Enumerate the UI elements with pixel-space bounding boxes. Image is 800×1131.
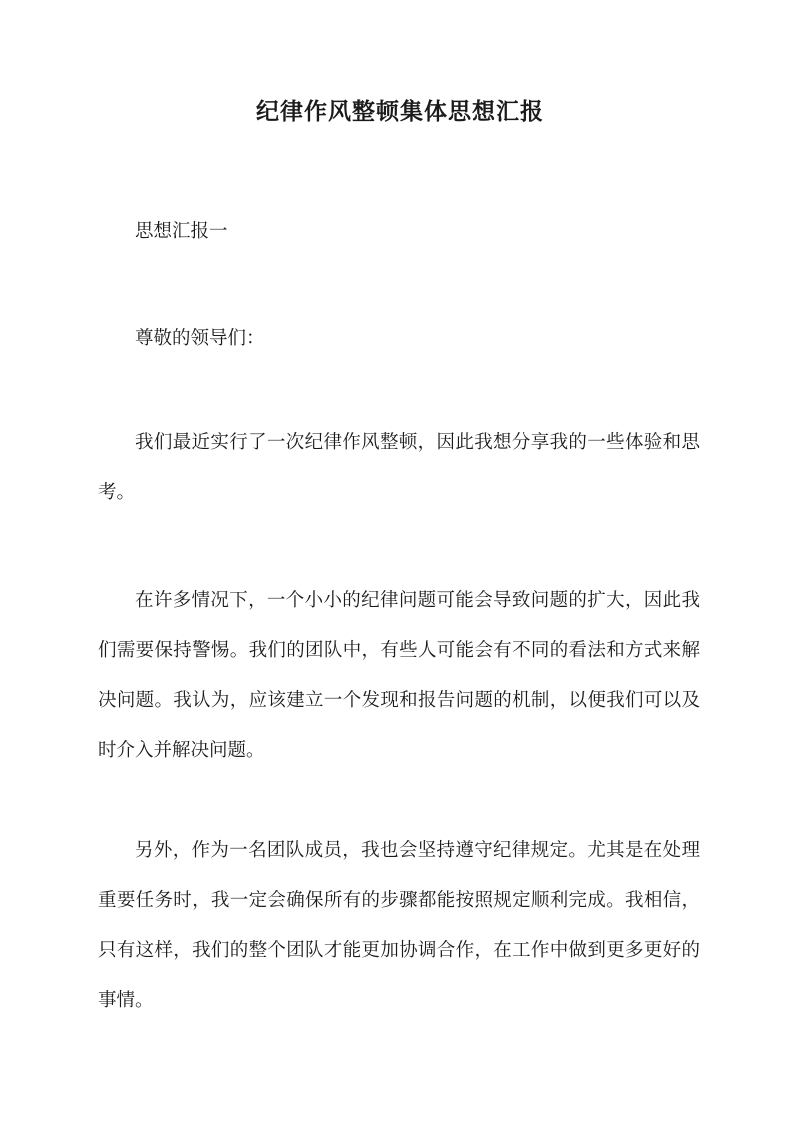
salutation: 尊敬的领导们： (135, 328, 265, 349)
paragraph-commitment: 另外，作为一名团队成员，我也会坚持遵守纪律规定。尤其是在处理重要任务时，我一定会确保所有的步骤都能按照规定顺利完成。我相信，只有这样，我们的整个团队才能更加协调合作，在工作中做到更多更好的事情。 (98, 840, 700, 1011)
document-title: 纪律作风整顿集体思想汇报 (256, 98, 544, 125)
section-heading: 思想汇报一 (135, 221, 228, 242)
paragraph-discipline-issues: 在许多情况下，一个小小的纪律问题可能会导致问题的扩大，因此我们需要保持警惕。我们的团队中，有些人可能会有不同的看法和方式来解决问题。我认为，应该建立一个发现和报告问题的机制，以便我们可以及时介入并解决问题。 (98, 590, 700, 761)
paragraph-intro: 我们最近实行了一次纪律作风整顿，因此我想分享我的一些体验和思考。 (98, 432, 700, 503)
